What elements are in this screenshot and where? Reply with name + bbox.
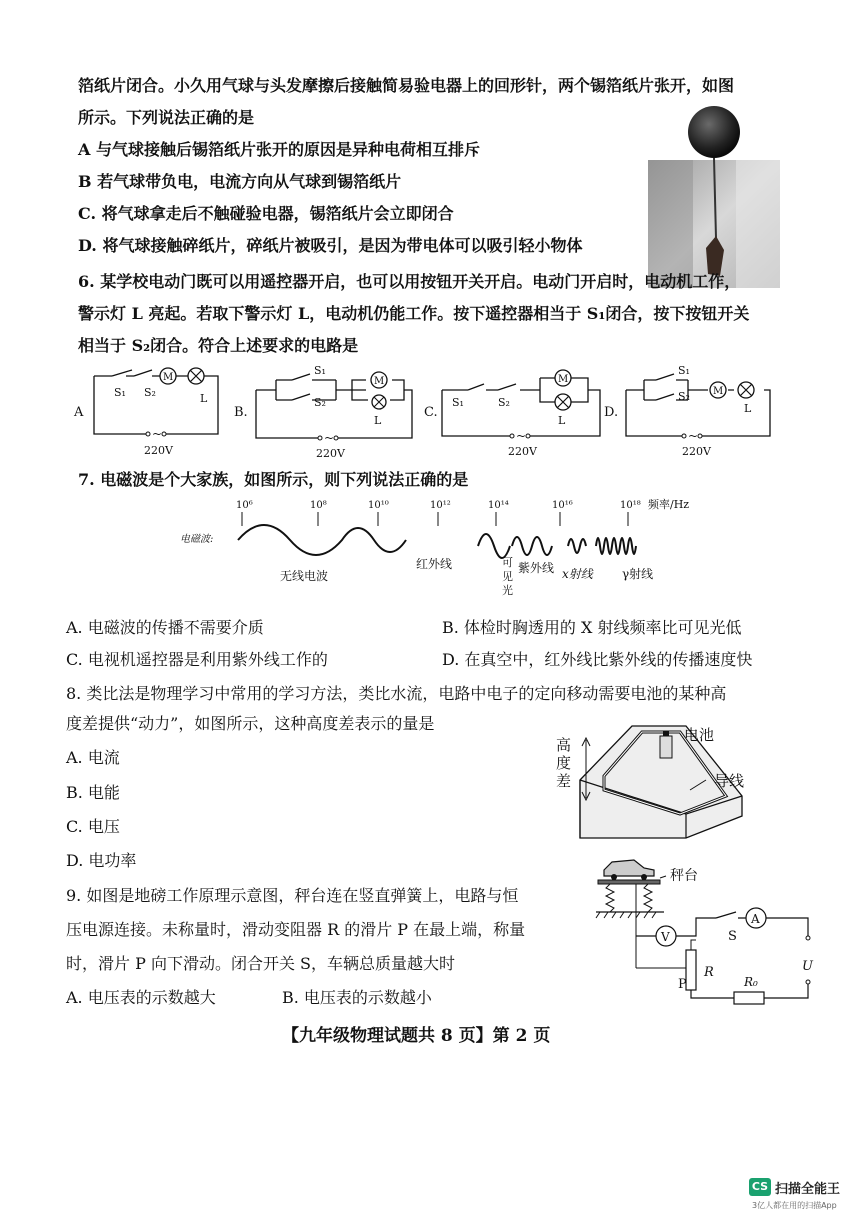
- circuit-a-s2: S₂: [144, 386, 156, 399]
- q5-option-b: B 若气球带负电，电流方向从气球到锡箔纸片: [78, 172, 402, 191]
- radio-label: 无线电波: [280, 569, 329, 583]
- circuit-c-s1: S₁: [452, 396, 464, 409]
- infrared-label: 红外线: [416, 557, 453, 571]
- slider-label: P: [678, 977, 687, 992]
- tick-1e14: 10¹⁴: [488, 500, 509, 511]
- circuit-a-s1: S₁: [114, 386, 126, 399]
- q9-option-b: B. 电压表的示数越小: [282, 988, 432, 1007]
- circuit-d-s2: S₂: [678, 390, 690, 403]
- q8-option-d: D. 电功率: [66, 851, 137, 870]
- q5-option-d: D. 将气球接触碎纸片，碎纸片被吸引，是因为带电体可以吸引轻小物体: [78, 236, 583, 255]
- q7-option-d: D. 在真空中，红外线比紫外线的传播速度快: [442, 650, 753, 669]
- circuit-d-s1: S₁: [678, 364, 690, 377]
- battery: [660, 736, 672, 758]
- q5-stem-line1: 箔纸片闭合。小久用气球与头发摩擦后接触简易验电器上的回形针，两个锡箔纸片张开，如图: [78, 76, 735, 95]
- weighbridge-figure: [596, 850, 826, 1010]
- spring-left: [606, 884, 614, 912]
- circuit-d-letter: D.: [604, 405, 619, 420]
- em-spectrum-figure: [178, 496, 738, 604]
- car: [604, 860, 654, 876]
- visible-label-3: 光: [502, 584, 513, 597]
- uv-wave: [512, 537, 552, 555]
- circuit-a-letter: A: [74, 405, 84, 420]
- radio-wave: [238, 525, 406, 555]
- xray-wave: [568, 539, 586, 553]
- q6-stem-line3: 相当于 S₂闭合。符合上述要求的电路是: [78, 336, 359, 355]
- voltmeter-label: V: [661, 930, 670, 944]
- q9-stem-line2: 压电源连接。未称量时，滑动变阻器 R 的滑片 P 在最上端，称量: [66, 920, 526, 939]
- tick-1e10: 10¹⁰: [368, 500, 389, 511]
- q8-stem-line2: 度差提供“动力”，如图所示，这种高度差表示的量是: [66, 714, 435, 733]
- circuit-b-s1: S₁: [314, 364, 326, 377]
- gamma-label: γ射线: [622, 567, 654, 581]
- circuit-b-letter: B.: [234, 405, 248, 420]
- page-footer: 【九年级物理试题共 8 页】第 2 页: [282, 1026, 551, 1046]
- visible-label-1: 可: [502, 556, 513, 569]
- q8-option-c: C. 电压: [66, 817, 120, 836]
- circuit-d: [604, 360, 776, 460]
- q5-option-a: A 与气球接触后锡箔纸片张开的原因是异种电荷相互排斥: [78, 140, 480, 159]
- uv-label: 紫外线: [518, 561, 555, 575]
- infrared-wave: [478, 534, 510, 558]
- circuit-c: [422, 360, 607, 460]
- rheostat-label: R: [704, 965, 714, 980]
- q6-stem-line2: 警示灯 L 亮起。若取下警示灯 L，电动机仍能工作。按下遥控器相当于 S₁闭合，按下按钮开关: [78, 304, 750, 323]
- q7-option-a: A. 电磁波的传播不需要介质: [66, 618, 264, 637]
- wire-label: 导线: [714, 772, 745, 790]
- q5-stem-line2: 所示。下列说法正确的是: [78, 108, 255, 127]
- tick-1e12: 10¹²: [430, 500, 451, 511]
- r0-label: R₀: [744, 975, 758, 989]
- tick-1e16: 10¹⁶: [552, 500, 573, 511]
- svg-text:~: ~: [152, 427, 163, 441]
- circuit-c-letter: C.: [424, 405, 438, 420]
- circuit-a: [72, 360, 232, 460]
- freq-unit: 频率/Hz: [648, 498, 690, 511]
- circuit-c-l: L: [558, 414, 566, 427]
- circuit-a-m: M: [163, 372, 174, 383]
- svg-text:~: ~: [516, 429, 527, 443]
- circuit-d-l: L: [744, 402, 752, 415]
- q9-stem-line1: 9. 如图是地磅工作原理示意图，秤台连在竖直弹簧上，电路与恒: [66, 886, 519, 905]
- height-label-2: 度: [556, 754, 572, 772]
- circuit-b-s2: S₂: [314, 396, 326, 409]
- q7-option-c: C. 电视机遥控器是利用紫外线工作的: [66, 650, 328, 669]
- height-difference-figure: [556, 718, 746, 840]
- svg-text:~: ~: [688, 429, 699, 443]
- q8-option-a: A. 电流: [66, 748, 120, 767]
- q7-stem: 7. 电磁波是个大家族，如图所示，则下列说法正确的是: [78, 470, 469, 489]
- height-label-3: 差: [556, 772, 572, 790]
- scanner-app-name: 扫描全能王: [775, 1182, 841, 1197]
- scanner-tagline: 3亿人都在用的扫描App: [752, 1201, 837, 1210]
- electroscope-photo: [648, 98, 780, 290]
- q8-stem-line1: 8. 类比法是物理学习中常用的学习方法，类比水流，电路中电子的定向移动需要电池的某种高: [66, 684, 727, 703]
- circuit-c-m: M: [558, 374, 569, 385]
- circuit-b-m: M: [374, 376, 385, 387]
- svg-text:~: ~: [324, 431, 335, 445]
- tick-1e18: 10¹⁸: [620, 500, 641, 511]
- q5-option-c: C. 将气球拿走后不触碰验电器，锡箔纸片会立即闭合: [78, 204, 454, 223]
- tick-1e8: 10⁸: [310, 500, 327, 511]
- battery-label: 电池: [684, 726, 715, 744]
- rheostat: [686, 950, 696, 990]
- q8-option-b: B. 电能: [66, 783, 120, 802]
- circuit-a-l: L: [200, 392, 208, 405]
- circuit-d-m: M: [713, 386, 724, 397]
- xray-label: x射线: [562, 567, 593, 581]
- scale-platform: [598, 880, 660, 884]
- gamma-wave: [596, 538, 636, 554]
- height-label-1: 高: [556, 736, 572, 754]
- q9-option-a: A. 电压表的示数越大: [66, 988, 216, 1007]
- circuit-c-voltage: 220V: [508, 445, 537, 458]
- visible-label-2: 见: [502, 570, 513, 583]
- circuit-a-voltage: 220V: [144, 444, 173, 457]
- resistor-r0: [734, 992, 764, 1004]
- circuit-d-voltage: 220V: [682, 445, 711, 458]
- spectrum-label: 电磁波:: [180, 534, 214, 545]
- circuit-b-voltage: 220V: [316, 447, 345, 460]
- switch-label: S: [728, 929, 737, 944]
- q9-stem-line3: 时，滑片 P 向下滑动。闭合开关 S，车辆总质量越大时: [66, 954, 455, 973]
- ammeter-label: A: [751, 912, 760, 926]
- tick-1e6: 10⁶: [236, 500, 253, 511]
- platform-label: 秤台: [670, 868, 698, 884]
- balloon: [688, 106, 740, 158]
- circuit-b: [232, 360, 422, 460]
- spring-right: [644, 884, 652, 912]
- q6-stem-line1: 6. 某学校电动门既可以用遥控器开启，也可以用按钮开关开启。电动门开启时，电动机工作，: [78, 272, 741, 291]
- circuit-c-s2: S₂: [498, 396, 510, 409]
- scanner-logo: CS: [749, 1178, 771, 1196]
- q7-option-b: B. 体检时胸透用的 X 射线频率比可见光低: [442, 618, 742, 637]
- circuit-b-l: L: [374, 414, 382, 427]
- source-label: U: [802, 959, 813, 974]
